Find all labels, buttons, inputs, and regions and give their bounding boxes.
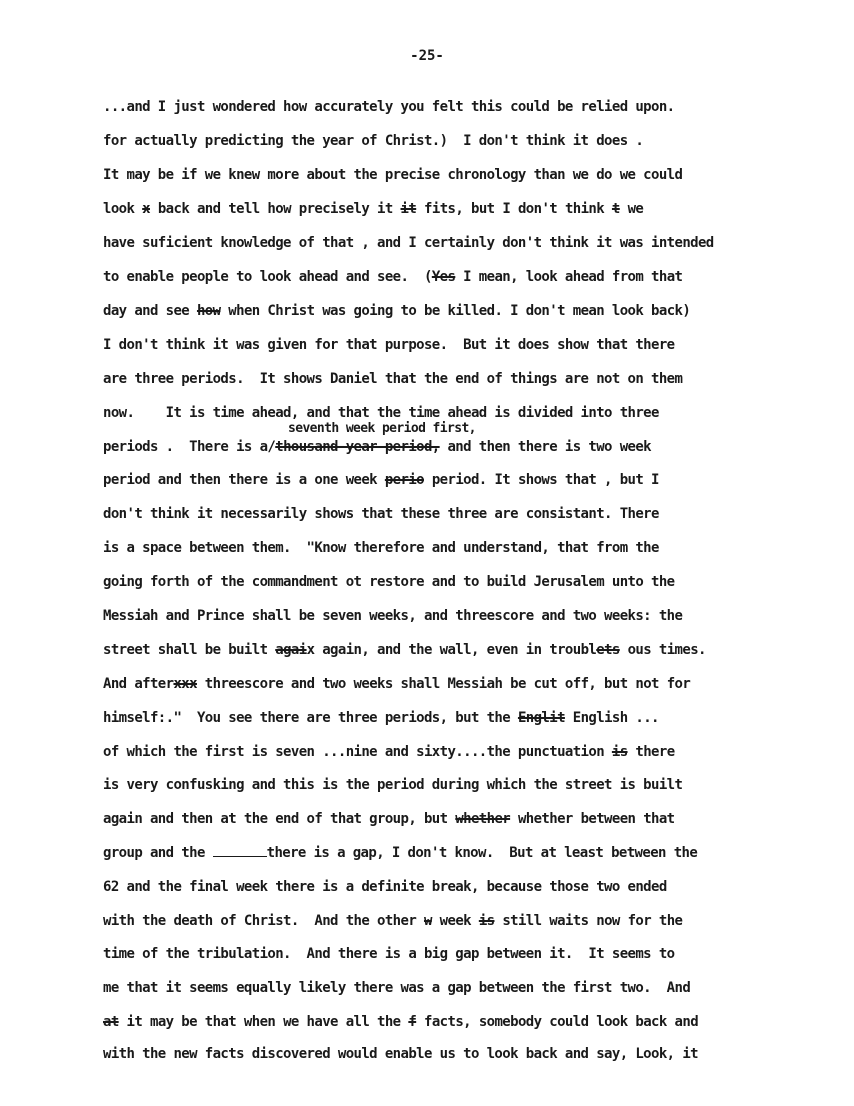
struck-text: ets	[596, 642, 620, 658]
text-segment: there is a gap, I don't know. But at least between the	[266, 845, 698, 861]
text-line	[103, 912, 682, 930]
text-line: for actually predicting the year of Christ.) I don't think it does .	[103, 133, 644, 149]
text-line	[103, 268, 682, 286]
text-line: time of the tribulation. And there is a big gap between it. It seems to	[103, 946, 675, 962]
text-segment: threescore and two weeks shall Messiah be cut off, but not for	[196, 676, 691, 692]
blank-underline	[213, 844, 267, 857]
text-line: me that it seems equally likely there was a gap between the first two. And	[103, 980, 691, 996]
text-line: are three periods. It shows Daniel that the end of things are not on them	[103, 371, 683, 387]
text-line: Messiah and Prince shall be seven weeks, and threescore and two weeks: the	[103, 608, 683, 624]
text-segment: look	[103, 201, 143, 217]
text-line: with the new facts discovered would enable us to look back and say, Look, it	[103, 1046, 698, 1062]
text-segment: week	[431, 913, 479, 929]
text-line	[103, 1013, 698, 1031]
text-segment: day and see	[103, 303, 197, 319]
text-line: now. It is time ahead, and that the time ahead is divided into three	[103, 405, 659, 421]
text-line: is very confusking and this is the period during which the street is built	[103, 777, 683, 793]
text-segment: when Christ was going to be killed. I don't mean look back)	[220, 303, 691, 319]
text-line: It may be if we knew more about the precise chronology than we do we could	[103, 167, 683, 183]
struck-text: perio	[384, 472, 424, 488]
text-segment: facts, somebody could look back and	[416, 1014, 699, 1030]
text-line	[103, 675, 690, 693]
text-segment: it may be that when we have all the	[118, 1014, 409, 1030]
text-line: is a space between them. "Know therefore and understand, that from the	[103, 540, 659, 556]
text-line	[103, 709, 659, 727]
struck-text: how	[196, 303, 221, 319]
text-segment: period and then there is a one week	[103, 472, 385, 488]
text-segment: period. It shows that , but I	[424, 472, 659, 488]
text-segment: back and tell how precisely it	[150, 201, 401, 217]
text-line: ...and I just wondered how accurately you felt this could be relied upon.	[103, 99, 675, 115]
text-segment: again and then at the end of that group, but	[103, 811, 456, 827]
text-segment: I mean, look ahead from that	[455, 269, 683, 285]
text-line	[103, 302, 690, 320]
text-line	[103, 641, 706, 659]
struck-text: at	[103, 1014, 119, 1030]
text-line	[103, 743, 675, 761]
text-segment: we	[619, 201, 644, 217]
text-line	[103, 844, 697, 862]
struck-text: f	[408, 1014, 417, 1030]
struck-text: w	[423, 913, 432, 929]
text-line	[103, 810, 675, 828]
struck-text: agai	[275, 642, 307, 658]
text-line: going forth of the commandment ot restore and to build Jerusalem unto the	[103, 574, 675, 590]
text-segment: group and the	[103, 845, 213, 861]
struck-text: is	[611, 744, 628, 760]
struck-text: it	[400, 201, 417, 217]
text-segment: and then there is two week	[439, 439, 652, 455]
text-line: I don't think it was given for that purpose. But it does show that there	[103, 337, 675, 353]
struck-text: is	[478, 913, 495, 929]
text-segment: himself:." You see there are three periods, but the	[103, 710, 518, 726]
text-segment: fits, but I don't think	[416, 201, 612, 217]
text-segment: And after	[103, 676, 174, 692]
struck-text: t	[611, 201, 620, 217]
text-line: have suficient knowledge of that , and I certainly don't think it was intended	[103, 235, 714, 251]
struck-text: thousand-year period,	[275, 439, 440, 455]
text-segment: to enable people to look ahead and see. (	[103, 269, 432, 285]
interlinear-insertion: seventh week period first,	[288, 421, 476, 436]
struck-text: xxx	[173, 676, 197, 692]
text-segment: there	[627, 744, 675, 760]
text-line: 62 and the final week there is a definite break, because those two ended	[103, 879, 667, 895]
text-line	[103, 471, 659, 489]
text-segment: periods . There is a/	[103, 439, 276, 455]
struck-text: Englit	[517, 710, 565, 726]
struck-text: Yes	[431, 269, 456, 285]
text-segment: x again, and the wall, even in troubl	[306, 642, 597, 658]
struck-text: whether	[455, 811, 511, 827]
text-line	[103, 200, 643, 218]
page-number: -25-	[410, 48, 444, 64]
text-line: don't think it necessarily shows that these three are consistant. There	[103, 506, 659, 522]
text-segment: ous times.	[619, 642, 706, 658]
text-segment: whether between that	[510, 811, 675, 827]
text-line	[103, 438, 651, 456]
text-segment: street shall be built	[103, 642, 276, 658]
struck-text: x	[142, 201, 150, 217]
text-segment: still waits now for the	[494, 913, 683, 929]
text-segment: English ...	[564, 710, 659, 726]
text-segment: of which the first is seven ...nine and sixty....the punctuation	[103, 744, 612, 760]
text-segment: with the death of Christ. And the other	[103, 913, 424, 929]
